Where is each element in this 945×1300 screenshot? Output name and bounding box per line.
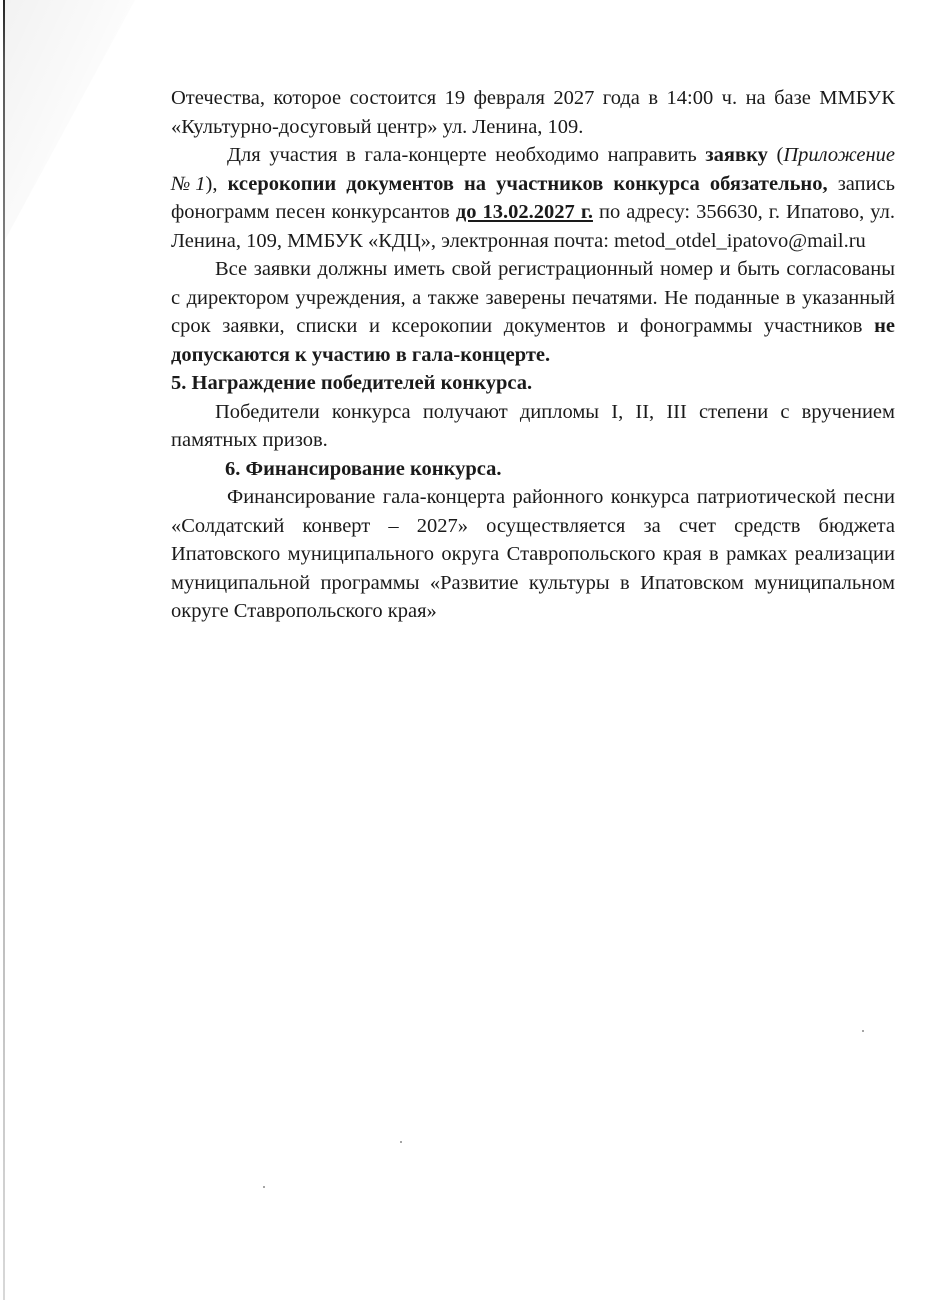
section-5-text: Победители конкурса получают дипломы I, II, III степени с вручением памятных призов. <box>171 400 895 451</box>
bold-documents-required: ксерокопии документов на участников конкурса обязательно, <box>227 172 828 195</box>
scan-speck <box>862 1030 864 1032</box>
scan-left-edge <box>3 0 5 1300</box>
document-body <box>171 84 895 626</box>
section-5-heading: 5. Награждение победителей конкурса. <box>171 372 533 394</box>
italic-appendix-ref: Приложение №1 <box>171 144 896 195</box>
bold-not-admitted: не допускаются к участию в гала-концерте. <box>171 315 895 366</box>
paragraph-venue: Отечества, которое состоится 19 февраля 2027 года в 14:00 ч. на базе ММБУК «Культурно-досуговый центр» ул. Ленина, 109. <box>171 87 895 138</box>
text-segment: по адресу: 356630, г. Ипатово, ул. Ленина, 109, ММБУК «КДЦ», электронная почта: metod_otdel_ipatovo@mail.ru <box>171 201 895 252</box>
scan-fold-shadow <box>5 0 135 240</box>
section-6-text: Финансирование гала-концерта районного конкурса патриотической песни «Солдатский конверт – 2027» осуществляется за счет средств бюджета Ипатовского муниципального округа Ставропольского края в рамках реализации муниципальной программы «Развитие культуры в Ипатовском муниципальном округе Ставропольского края» <box>171 486 895 622</box>
text-segment: ), <box>205 172 228 195</box>
text-segment: ( <box>767 144 784 166</box>
text-segment: запись фонограмм песен конкурсантов <box>171 172 896 223</box>
bold-application: заявку <box>705 144 768 166</box>
paragraph-application <box>171 141 895 255</box>
text-segment: Все заявки должны иметь свой регистрационный номер и быть согласованы с директором учреждения, а также заверены печатями. Не поданные в указанный срок заявки, списки и ксерокопии документов и фонограммы участников <box>171 258 895 337</box>
text-segment: Для участия в гала-концерте необходимо направить <box>227 144 706 166</box>
deadline-date: до 13.02.2027 г. <box>455 201 593 223</box>
scan-speck <box>400 1141 402 1143</box>
scan-speck <box>263 1186 265 1188</box>
section-6-heading: 6. Финансирование конкурса. <box>225 457 502 480</box>
paragraph-requirements <box>171 255 895 369</box>
